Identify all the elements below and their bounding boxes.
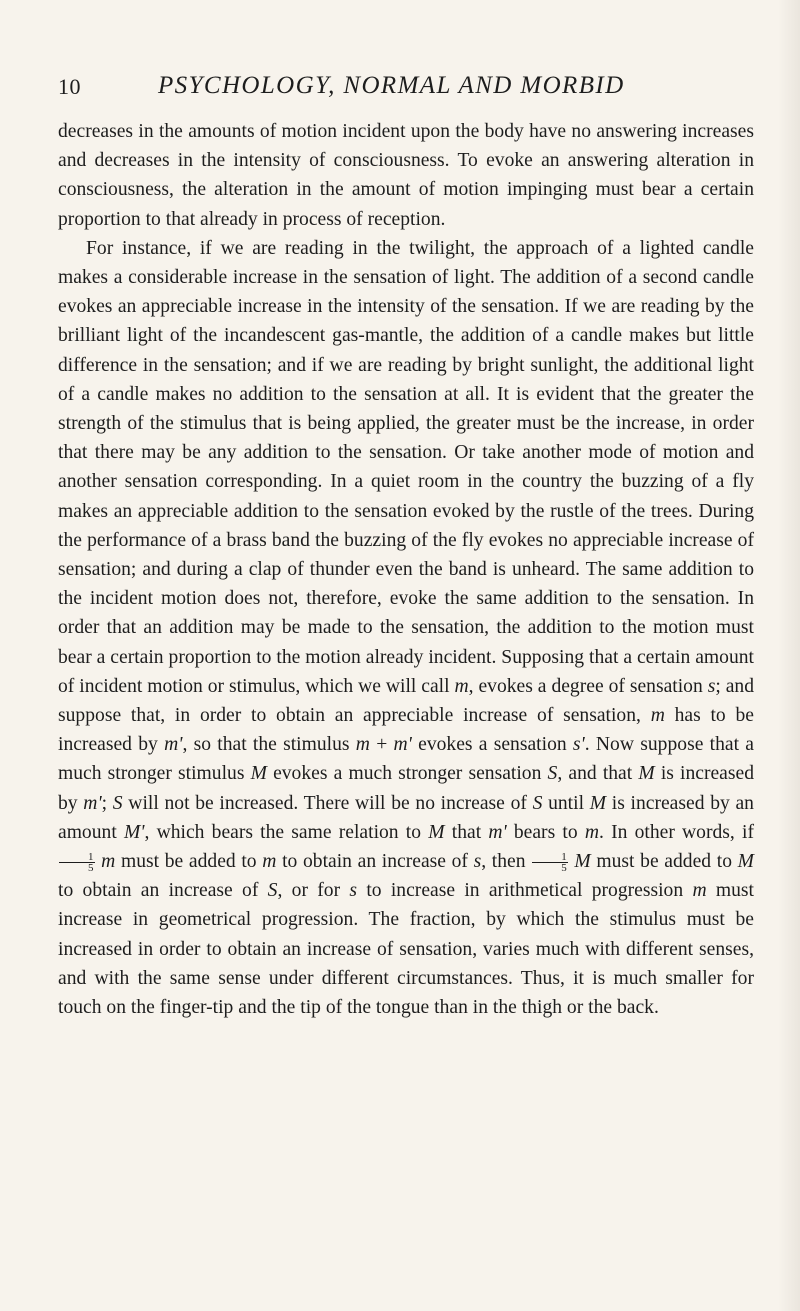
text-run: , then [481,851,532,873]
text-run: ; [101,792,113,814]
text-run: to obtain an increase of [276,851,474,873]
text-run: , or for [277,880,350,902]
text-run: . In other words, if [598,821,754,843]
math-variable: m [355,734,370,756]
text-run: ; and suppose that, in order to obtain an appreciable increase of sensation, [58,675,754,727]
text-run: is increased by an amount [58,792,754,843]
text-run: to increase in arithmetical progression [357,880,693,902]
text-run: bears to [506,821,585,843]
math-variable: M [589,792,607,814]
math-variable: M [574,851,591,873]
math-variable: M [737,851,754,873]
math-variable: m' [488,821,507,843]
paragraph-2 [58,234,754,1022]
text-run: until [542,792,590,814]
math-variable: m [454,675,469,697]
running-head: PSYCHOLOGY, NORMAL AND MORBID [158,72,625,99]
fraction [532,852,568,873]
text-run: , which bears the same relation to [144,821,429,843]
text-run: evokes a much stronger sensation [266,763,548,785]
text-run: must be added to [115,851,263,873]
paragraph-1 [58,117,754,234]
math-variable: M [638,763,655,785]
body-text [58,117,754,1022]
text-run: . Now suppose that a much stronger stimulus [58,734,754,785]
math-variable: M' [123,821,145,843]
math-variable: S [547,763,558,785]
fraction [59,852,95,873]
math-variable: m' [393,734,412,756]
page-header [58,72,748,106]
text-run: will not be increased. There will be no increase of [122,792,533,814]
text-run: must increase in geometrical progression. The fraction, by which the stimulus must be increased in order to obtain an increase of sensation, varies much with different senses, and with the same sense under different circumstances. Thus, it is much smaller for touch on the finger-tip and the tip of the tongue than in the thigh or the back. [58,880,755,1019]
fraction-denominator: 5 [561,862,567,875]
text-run: that [444,821,489,843]
math-variable: m [584,821,599,843]
text-run: + [369,734,394,756]
page-number: 10 [58,74,81,99]
fraction-numerator: 1 [532,852,568,863]
text-run: has to be increased by [58,705,754,756]
math-variable: M [428,821,445,843]
text-run: to obtain an increase of [58,880,268,902]
text-run: decreases in the amounts of motion incident upon the body have no answering increases and decreases in the intensity of consciousness. To evoke an answering alteration in consciousness, the alteration in the amount of motion impinging must bear a certain proportion to that already in process of reception. [58,121,754,230]
fraction-numerator: 1 [59,852,95,863]
math-variable: s' [572,734,585,756]
math-variable: s [707,675,716,697]
math-variable: m [101,851,116,873]
math-variable: m [650,705,665,727]
math-variable: S [267,880,278,902]
text-run: For instance, if we are reading in the twilight, the approach of a lighted candle makes a considerable increase in the sensation of light. The addition of a second candle evokes an appreciable increase in the intensity of the sensation. If we are reading by the brilliant light of the incandescent gas-mantle, the addition of a candle makes but little difference in the sensation; and if we are reading by bright sunlight, the additional light of a candle makes no addition to the sensation at all. It is evident that the greater the strength of the stimulus that is being applied, the greater must be the increase, in order that there may be any addition to the sensation. Or take another mode of motion and another sensation corresponding. In a quiet room in the country the buzzing of a fly makes an appreciable addition to the sensation evoked by the rustle of the trees. During the performance of a brass band the buzzing of the fly evokes no appreciable increase of sensation; and during a clap of thunder even the band is unheard. The same addition to the incident motion does not, therefore, evoke the same addition to the sensation. In order that an addition may be made to the sensation, the addition to the motion must bear a certain proportion to the motion already incident. Supposing that a certain amount of incident motion or stimulus, which we will call [58,237,754,697]
math-variable: m' [164,734,183,756]
math-variable: M [250,763,267,785]
text-run: must be added to [590,851,738,873]
math-variable: m [262,851,277,873]
math-variable: S [112,792,123,814]
text-run: is increased by [58,763,755,814]
math-variable: m' [83,792,102,814]
math-variable: m [692,880,707,902]
math-variable: S [532,792,543,814]
fraction-denominator: 5 [88,862,94,875]
text-run: , and that [557,763,639,785]
text-run: , so that the stimulus [182,734,356,756]
text-run: evokes a sensation [411,734,573,756]
text-run: , evokes a degree of sensation [468,675,708,697]
page-edge-shadow [778,0,800,1311]
math-variable: s [349,880,358,902]
math-variable: s [473,851,482,873]
